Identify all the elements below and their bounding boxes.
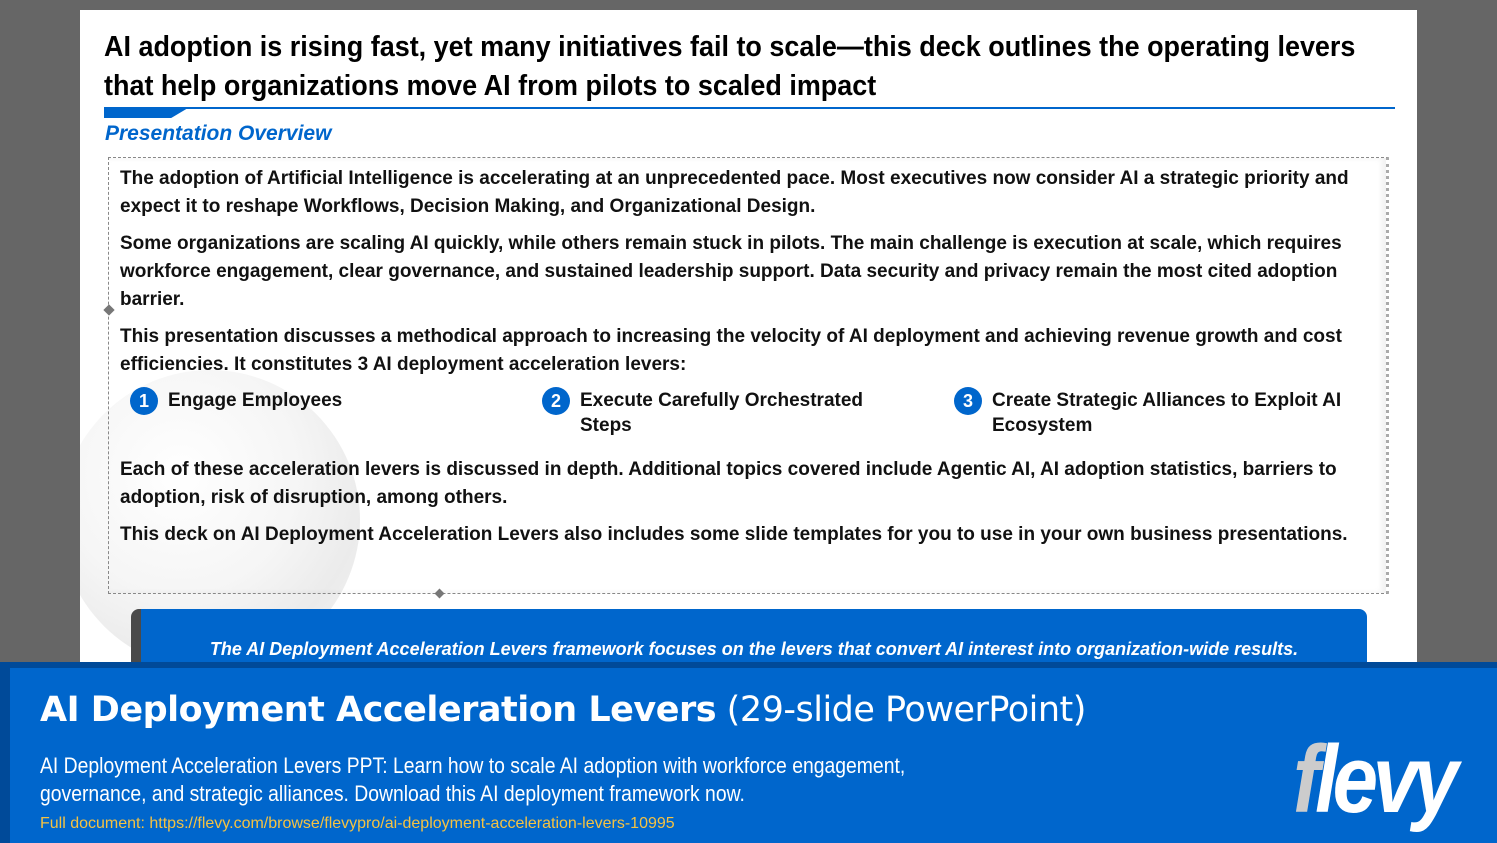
slide-title (104, 28, 1356, 106)
overview-paragraph: The adoption of Artificial Intelligence is accelerating at an unprecedented pace. Most executives now consider AI a strategic priority and expect it to reshape Workflows, Decision Making, and Organizational Design. (120, 168, 1349, 217)
overview-paragraph: This presentation discusses a methodical approach to increasing the velocity of AI deployment and achieving revenue growth and cost efficiencies. It constitutes 3 AI deployment acceleration levers: (120, 326, 1342, 375)
footer-banner (0, 662, 1497, 843)
lever-label: Create Strategic Alliances to Exploit AI Ecosystem (992, 390, 1342, 436)
callout-box (131, 609, 1367, 670)
flevy-logo[interactable] (1293, 726, 1454, 833)
full-document-link[interactable]: Full document: https://flevy.com/browse/flevypro/ai-deployment-acceleration-levers-10995 (40, 815, 675, 832)
slide-title-line-2: that help organizations move AI from pilots to scaled impact (104, 70, 877, 102)
lever-item (130, 388, 542, 452)
lever-label: Engage Employees (168, 390, 343, 411)
overview-content (120, 165, 1380, 558)
number-badge-icon: 2 (542, 387, 570, 415)
slide (80, 10, 1417, 670)
overview-paragraph: Each of these acceleration levers is discussed in depth. Additional topics covered include Agentic AI, AI adoption statistics, barriers to adoption, risk of disruption, among others. (120, 459, 1337, 508)
overview-paragraph: This deck on AI Deployment Acceleration Levers also includes some slide templates for you to use in your own business presentations. (120, 524, 1348, 545)
footer-title-main: AI Deployment Acceleration Levers (40, 690, 717, 730)
footer-description: AI Deployment Acceleration Levers PPT: Learn how to scale AI adoption with workforce engagement, governance, and strategic alliances. Download this AI deployment framework now. (40, 753, 906, 806)
logo-text: levy (1315, 726, 1454, 833)
title-divider-accent (104, 108, 188, 118)
callout-text: The AI Deployment Acceleration Levers framework focuses on the levers that convert AI interest into organization-wide results. (209, 639, 1299, 659)
lever-item (542, 388, 954, 452)
number-badge-icon: 1 (130, 387, 158, 415)
title-divider (104, 107, 1395, 109)
footer-title-subtitle: (29-slide PowerPoint) (716, 690, 1086, 730)
section-label: Presentation Overview (105, 122, 332, 145)
footer-title (40, 690, 1086, 730)
slide-title-line-1: AI adoption is rising fast, yet many initiatives fail to scale—this deck outlines the operating levers (104, 31, 1356, 63)
number-badge-icon: 3 (954, 387, 982, 415)
lever-item (954, 388, 1366, 452)
lever-list (130, 388, 1380, 452)
overview-paragraph: Some organizations are scaling AI quickly, while others remain stuck in pilots. The main challenge is execution at scale, which requires workforce engagement, clear governance, and sustained leadership support. Data security and privacy remain the most cited adoption barrier. (120, 233, 1342, 310)
lever-label: Execute Carefully Orchestrated Steps (580, 390, 864, 436)
logo-letter-f: f (1293, 726, 1316, 833)
